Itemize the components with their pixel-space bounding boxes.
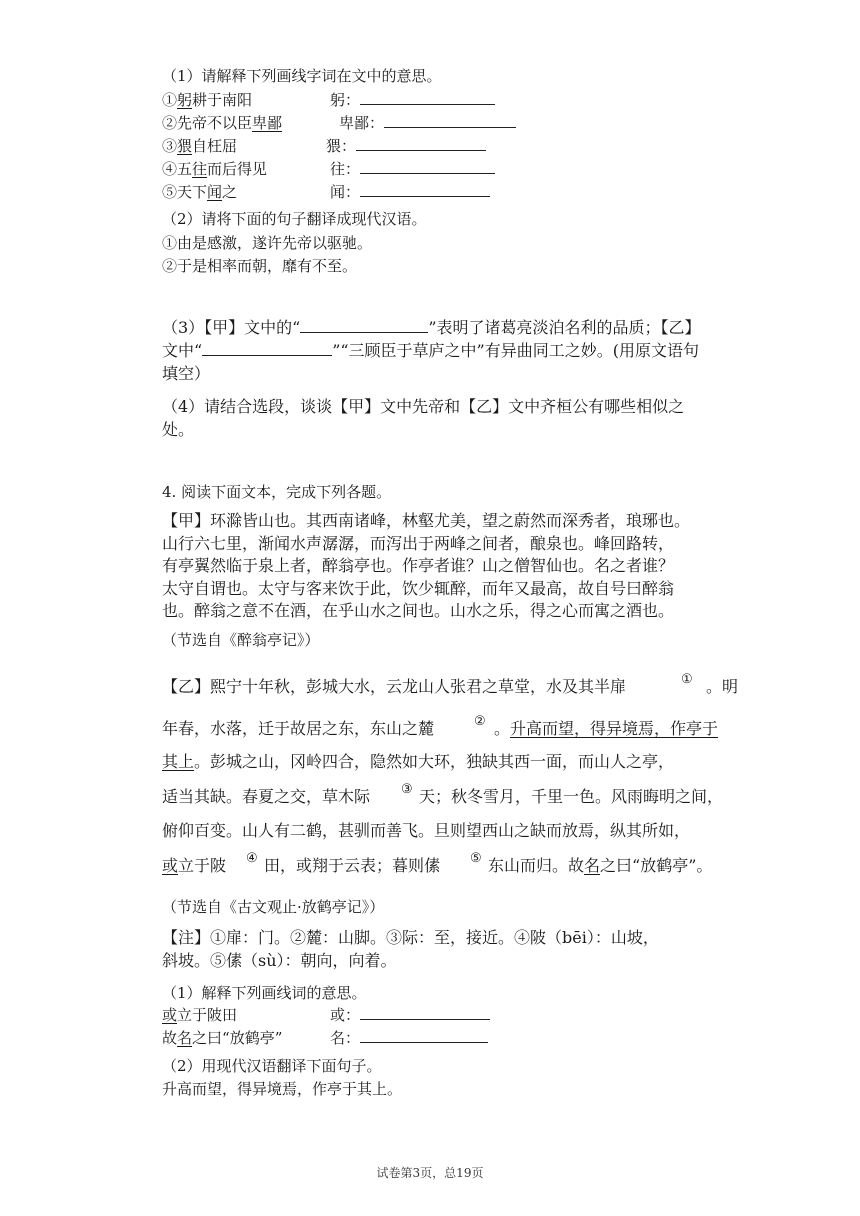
q3-part3-blank-2[interactable] [202, 341, 332, 356]
jia-line: 【甲】环滁皆山也。其西南诸峰，林壑尤美，望之蔚然而深秀者，琅琊也。 [162, 511, 691, 530]
q3-item-2-answer[interactable]: 卑鄙： [339, 113, 516, 133]
jia-line: 也。醉翁之意不在酒，在乎山水之间也。山水之乐，得之心而寓之酒也。 [162, 601, 675, 620]
q4-part1-item-1: 或立于陂田 [162, 1006, 238, 1024]
jia-line: 山行六七里，渐闻水声潺潺，而泻出于两峰之间者，酿泉也。峰回路转， [162, 534, 675, 553]
q4-part1-item-1-answer[interactable]: 或： [330, 1005, 490, 1025]
q3-item-5: ⑤天下闻之 [162, 183, 238, 201]
q3-item-1-answer[interactable]: 躬： [330, 90, 495, 110]
yi-line-6: 或立于陂 [162, 856, 227, 875]
q3-part3-line-1: （3）【甲】文中的“ ”表明了诸葛亮淡泊名利的品质；【乙】 [162, 318, 701, 337]
yi-line-6-end: 东山而归。故名之曰“放鹤亭”。 [488, 856, 713, 875]
yi-line-6-mid: 田，或翔于云表；暮则傃 [264, 856, 441, 875]
q4-part2-title: （2）用现代汉语翻译下面句子。 [162, 1057, 382, 1075]
notes-line-2: 斜坡。⑤傃（sù）：朝向，向着。 [162, 951, 397, 970]
q3-item-3: ③猥自枉屈 [162, 137, 238, 155]
q4-part1-item-2: 故名之曰“放鹤亭” [162, 1029, 283, 1047]
yi-line-3: 其上。彭城之山，冈岭四合，隐然如大环，独缺其西一面，而山人之亭， [162, 752, 675, 771]
q3-part4-line-2: 处。 [162, 420, 195, 439]
q3-part2-sentence-2: ②于是相率而朝，靡有不至。 [162, 257, 358, 275]
notes-line-1: 【注】①扉：门。②麓：山脚。③际：至，接近。④陂（bēi）：山坡， [162, 928, 659, 947]
footnote-marker-5: ⑤ [470, 851, 482, 866]
q3-item-3-answer[interactable]: 猥： [326, 136, 486, 156]
q3-part4-line-1: （4）请结合选段，谈谈【甲】文中先帝和【乙】文中齐桓公有哪些相似之 [162, 397, 685, 416]
yi-line-5: 俯仰百变。山人有二鹤，甚驯而善飞。旦则望西山之缺而放焉，纵其所如， [162, 821, 691, 840]
footnote-marker-2: ② [474, 714, 486, 729]
q3-part3-line-3: 填空） [162, 364, 211, 383]
jia-line: 有亭翼然临于泉上者，醉翁亭也。作亭者谁？山之僧智仙也。名之者谁？ [162, 556, 675, 575]
yi-line-2-end: 。升高而望，得异境焉，作亭于 [494, 719, 719, 738]
q3-item-1: ①躬耕于南阳 [162, 91, 253, 109]
q4-part2-sentence: 升高而望，得异境焉，作亭于其上。 [162, 1080, 403, 1098]
yi-line-2: 年春，水落，迁于故居之东，东山之麓 [162, 719, 435, 738]
q3-item-4: ④五往而后得见 [162, 160, 268, 178]
footnote-marker-3: ③ [401, 782, 413, 797]
footnote-marker-4: ④ [246, 851, 258, 866]
jia-line: 太守自谓也。太守与客来饮于此，饮少辄醉，而年又最高，故自号曰醉翁 [162, 579, 675, 598]
yi-line-4: 适当其缺。春夏之交，草木际 [162, 787, 371, 806]
yi-line-1-end: 。明 [706, 677, 739, 696]
jia-source: （节选自《醉翁亭记》） [162, 631, 320, 649]
q3-part3-blank-1[interactable] [300, 318, 428, 333]
yi-source: （节选自《古文观止·放鹤亭记》） [162, 898, 385, 916]
q3-item-5-answer[interactable]: 闻： [330, 182, 490, 202]
q3-part1-title: （1）请解释下列画线字词在文中的意思。 [162, 67, 442, 85]
q3-part2-title: （2）请将下面的句子翻译成现代汉语。 [162, 210, 427, 228]
q4-part1-item-2-answer[interactable]: 名： [330, 1028, 488, 1048]
yi-line-4-end: 天；秋冬雪月，千里一色。风雨晦明之间， [419, 787, 724, 806]
q3-item-2: ②先帝不以臣卑鄙 [162, 114, 283, 132]
q3-item-4-answer[interactable]: 往： [330, 159, 495, 179]
q3-part2-sentence-1: ①由是感激，遂许先帝以驱驰。 [162, 234, 373, 252]
page-footer: 试卷第3页，总19页 [376, 1166, 484, 1180]
q3-part3-line-2: 文中“ ”“三顾臣于草庐之中”有异曲同工之妙。(用原文语句 [162, 341, 699, 360]
q4-title: 4. 阅读下面文本，完成下列各题。 [162, 483, 392, 501]
q4-part1-title: （1）解释下列画线词的意思。 [162, 984, 367, 1002]
yi-line-1: 【乙】熙宁十年秋，彭城大水，云龙山人张君之草堂，水及其半扉 [162, 677, 627, 696]
footnote-marker-1: ① [681, 672, 693, 687]
